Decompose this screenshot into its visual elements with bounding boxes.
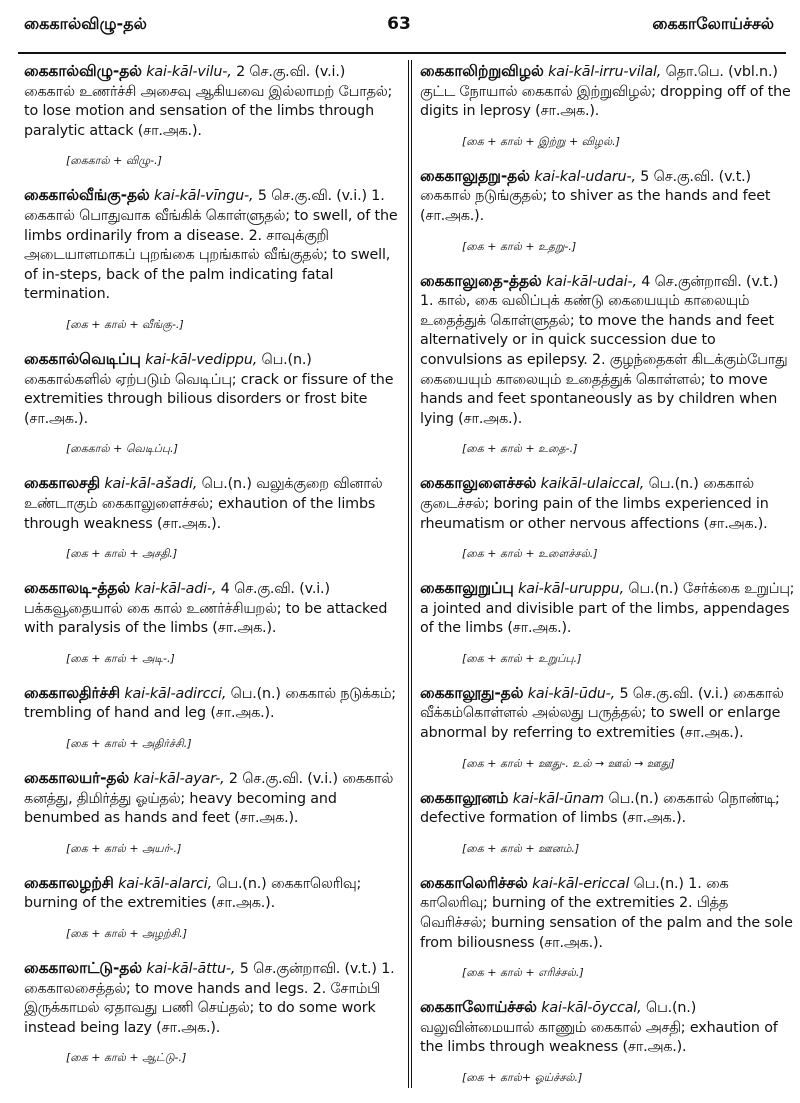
definition: தொ.பெ. (vbl.n.) குட்ட நோயால் கைகால் இற்றுவிழல்; dropping off of the digits in leprosy (சா.அக.). (420, 64, 791, 120)
dictionary-entry (420, 874, 796, 998)
transliteration: kai-kāl-vilu-, (146, 64, 232, 80)
column-divider-inner (411, 60, 412, 1088)
etymology: [கைகால் + விழு-.] (66, 154, 162, 168)
entry-text (420, 789, 796, 829)
headword: கைகாலுறுப்பு (420, 579, 514, 598)
definition: 2 செ.கு.வி. (v.i.) கைகால் உணர்ச்சி அசைவு ஆகியவை இல்லாமற் போதல்; to lose motion and sensation of the limbs through paralytic attack (சா.அக.). (24, 64, 393, 139)
definition: பெ.(n.) கைகால்களில் ஏற்படும் வெடிப்பு; crack or fissure of the extremities through bilious disorders or frost bite (சா.அக.). (24, 351, 394, 427)
definition: 5 செ.கு.வி. (v.i.) 1. கைகால் பொதுவாக வீங்கிக் கொள்ளுதல்; to swell, of the limbs ordinarily from a disease. 2. சாவுக்குறி அடையாளமாகப் புறங்கை புறங்கால் வீங்குதல்; to swell, of in-steps, back of the palm indicating fatal termination. (24, 188, 398, 303)
dictionary-entry (420, 684, 796, 789)
etymology: [கை + கால் + அசதி.] (66, 547, 178, 561)
headword: கைகாலூனம் (420, 788, 509, 807)
etymology: [கை + கால் + ஊது-. உல் → ஊல் → ஊது] (462, 756, 675, 770)
definition: பெ.(n.) கைகால் நடுக்கம்; trembling of hand and leg (சா.அக.). (24, 685, 396, 722)
entry-text (24, 186, 400, 305)
etymology: [கை + கால்+ ஓய்ச்சல்.] (462, 1071, 583, 1084)
transliteration: kai-kāl-ayar-, (133, 771, 225, 788)
transliteration: kai-kāl-ōyccal, (541, 1000, 642, 1017)
headword: கைகாலிற்றுவிழல் (420, 62, 544, 80)
dictionary-entry (24, 959, 400, 1083)
definition: 5 செ.கு.வி. (v.t.) கைகால் நடுங்குதல்; to shiver as the hands and feet (சா.அக.). (420, 168, 771, 224)
definition: 5 செ.குன்றாவி. (v.t.) 1. கைகாலசைத்தல்; to move hands and legs. 2. சோம்பி இருக்காமல் ஏதாவது பணி செய்தல்; to do some work instead being lazy (சா.அக.). (24, 961, 395, 1036)
running-head-left: கைகால்விழு-தல் (24, 14, 147, 33)
entry-text (420, 684, 796, 744)
entry-text (420, 474, 796, 534)
transliteration: kai-kāl-āttu-, (146, 961, 236, 978)
definition: பெ.(n.) கைகால் நொண்டி; defective formation of limbs (சா.அக.). (420, 790, 780, 827)
dictionary-entry (420, 998, 796, 1103)
transliteration: kaikāl-ulaiccal, (540, 476, 645, 493)
etymology: [கை + கால் + வீங்கு-.] (66, 317, 184, 331)
transliteration: kai-kāl-ūnam (512, 790, 605, 807)
entry-text (24, 62, 400, 141)
dictionary-entry (24, 62, 400, 186)
definition: 2 செ.கு.வி. (v.i.) கைகால் கனத்து, திமிர்த்து ஓய்தல்; heavy becoming and benumbed as hands and feet (சா.அக.). (24, 771, 394, 827)
transliteration: kai-kāl-adircci, (124, 685, 227, 702)
etymology: [கை + கால் + அயர்-.] (66, 841, 182, 855)
transliteration: kai-kāl-ašadi, (104, 476, 198, 493)
transliteration: kai-kāl-vīngu-, (154, 188, 254, 205)
headword: கைகாலசதி (24, 474, 100, 493)
entry-text (24, 959, 400, 1038)
dictionary-entry (24, 474, 400, 579)
headword: கைகாலழற்சி (24, 873, 114, 892)
definition: பெ.(n.) வலுக்குறை வினால் உண்டாகும் கைகாலுளைச்சல்; exhaution of the limbs through weakness (சா.அக.). (24, 476, 383, 532)
transliteration: kai-kāl-uruppu, (518, 581, 624, 598)
etymology: [கை + கால் + ஆட்டு-.] (66, 1051, 187, 1065)
dictionary-entry (24, 874, 400, 959)
page-header (24, 14, 774, 44)
dictionary-entry (420, 474, 796, 579)
column-divider (408, 60, 409, 1088)
etymology: [கை + கால் + அதிர்ச்சி.] (66, 737, 192, 751)
dictionary-entry (420, 272, 796, 475)
page-number: 63 (387, 14, 411, 34)
headword: கைகாலுளைச்சல் (420, 474, 537, 493)
headword: கைகாலாட்டு-தல் (24, 959, 142, 978)
etymology: [கை + கால் + இற்று + விழல்.] (462, 134, 620, 148)
transliteration: kai-kāl-ūdu-, (527, 685, 616, 702)
right-column (420, 62, 796, 1103)
transliteration: kai-kal-udaru-, (534, 168, 636, 185)
entry-text (24, 474, 400, 534)
entry-text (420, 579, 796, 639)
etymology: [கை + கால் + உளைச்சல்.] (462, 547, 598, 561)
etymology: [கை + கால் + உதை-.] (462, 442, 578, 456)
entry-text (24, 769, 400, 829)
dictionary-entry (24, 579, 400, 684)
definition: பெ.(n.) 1. கை காலெரிவு; burning of the extremities 2. பித்த வெரிச்சல்; burning sensation of the palm and the sole from biliousness (சா.அக.). (420, 875, 793, 951)
definition: 4 செ.குன்றாவி. (v.t.) 1. கால், கை வலிப்புக் கண்டு கையையும் காலையும் உதைத்துக் கொள்ளுதல்; to move the hands and feet alternatively or in quick succession due to convulsions as epilepsy. 2. குழந்தைகள் கிடக்கும்போது கையையும் காலையும் உதைத்துக் கொள்ளல்; to move hands and feet spontaneously as by children when lying (சா.அக.). (420, 273, 788, 427)
dictionary-entry (420, 789, 796, 874)
definition: பெ.(n.) சேர்க்கை உறுப்பு; a jointed and divisible part of the limbs, appendages of the limbs (சா.அக.). (420, 581, 795, 637)
entry-text (420, 998, 796, 1058)
definition: பெ.(n.) வலுவின்மையால் காணும் கைகால் அசதி; exhaution of the limbs through weakness (சா.அக.). (420, 1000, 778, 1056)
dictionary-entry (24, 769, 400, 874)
headword: கைகால்வெடிப்பு (24, 349, 141, 368)
definition: 5 செ.கு.வி. (v.i.) கைகால் வீக்கம்கொள்ளல் அல்லது பருத்தல்; to swell or enlarge abnormal by referring to extremities (சா.அக.). (420, 685, 784, 742)
headword: கைகால்விழு-தல் (24, 62, 142, 80)
dictionary-entry (420, 62, 796, 167)
etymology: [கை + கால் + அடி-.] (66, 651, 175, 665)
headword: கைகாலூது-தல் (420, 683, 524, 702)
headword: கைகாலடி-த்தல் (24, 579, 131, 598)
left-column (24, 62, 400, 1083)
headword: கைகாலுதை-த்தல் (420, 271, 542, 290)
etymology: [கைகால் + வெடிப்பு.] (66, 442, 178, 456)
definition: 4 செ.கு.வி. (v.i.) பக்கவூதையால் கை கால் உணர்ச்சியறல்; to be attacked with paralysis of the limbs (சா.அக.). (24, 581, 388, 637)
entry-text (24, 874, 400, 914)
etymology: [கை + கால் + அழற்சி.] (66, 927, 188, 941)
headword: கைகாலோய்ச்சல் (420, 998, 537, 1017)
header-rule (18, 52, 786, 54)
headword: கைகாலெரிச்சல் (420, 873, 528, 892)
dictionary-entry (24, 186, 400, 350)
transliteration: kai-kāl-ericcal (532, 875, 630, 892)
running-head-right: கைகாலோய்ச்சல் (652, 14, 774, 33)
headword: கைகாலதிர்ச்சி (24, 683, 120, 702)
dictionary-entry (420, 579, 796, 684)
definition: பெ.(n.) கைகாலெரிவு; burning of the extremities (சா.அக.). (24, 875, 362, 912)
definition: பெ.(n.) கைகால் குடைச்சல்; boring pain of the limbs experienced in rheumatism or other nervous affections (சா.அக.). (420, 476, 769, 532)
transliteration: kai-kāl-udai-, (546, 273, 637, 290)
entry-text (24, 684, 400, 724)
etymology: [கை + கால் + எரிச்சல்.] (462, 966, 584, 980)
entry-text (24, 350, 400, 429)
entry-text (420, 62, 796, 122)
entry-text (24, 579, 400, 639)
headword: கைகாலுதறு-தல் (420, 166, 530, 185)
transliteration: kai-kāl-irru-vilal, (548, 64, 662, 80)
headword: கைகால்வீங்கு-தல் (24, 186, 150, 205)
dictionary-entry (24, 684, 400, 769)
entry-text (420, 874, 796, 953)
etymology: [கை + கால் + ஊனம்.] (462, 841, 580, 855)
dictionary-entry (24, 350, 400, 474)
transliteration: kai-kāl-vedippu, (145, 351, 258, 368)
headword: கைகாலயர்-தல் (24, 769, 130, 788)
etymology: [கை + கால் + உறுப்பு.] (462, 651, 582, 665)
etymology: [கை + கால் + உதறு-.] (462, 239, 577, 253)
transliteration: kai-kāl-adi-, (134, 581, 217, 598)
entry-text (420, 167, 796, 227)
dictionary-entry (420, 167, 796, 272)
transliteration: kai-kāl-alarci, (118, 875, 212, 892)
entry-text (420, 272, 796, 430)
